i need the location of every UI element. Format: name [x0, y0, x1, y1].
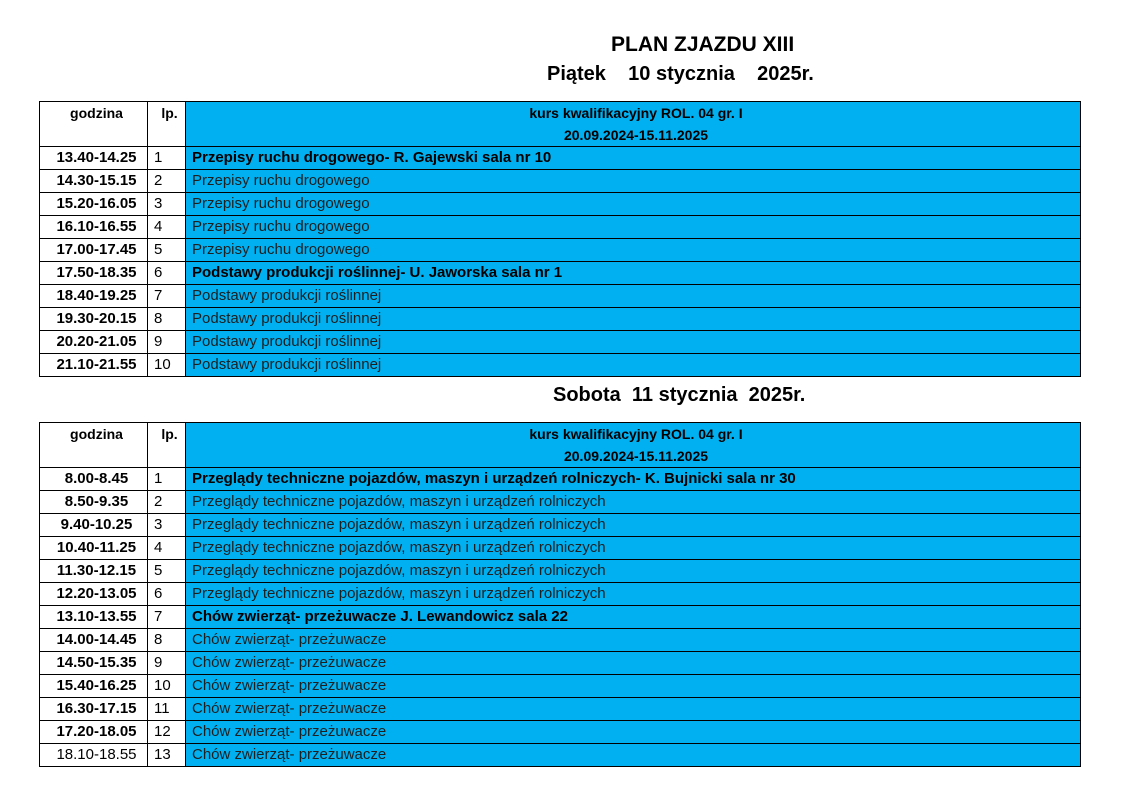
subject-cell: Podstawy produkcji roślinnej — [186, 308, 1081, 331]
subject-cell: Podstawy produkcji roślinnej- U. Jaworska sala nr 1 — [186, 262, 1081, 285]
time-cell: 10.40-11.25 — [40, 537, 148, 560]
lp-cell: 4 — [148, 537, 186, 560]
header-time: godzina — [40, 423, 148, 468]
table-row — [40, 239, 1081, 262]
lp-cell: 1 — [148, 147, 186, 170]
lp-cell: 9 — [148, 331, 186, 354]
lp-cell: 5 — [148, 239, 186, 262]
time-cell: 13.10-13.55 — [40, 606, 148, 629]
subject-cell: Chów zwierząt- przeżuwacze — [186, 721, 1081, 744]
subject-cell: Podstawy produkcji roślinnej — [186, 331, 1081, 354]
subject-cell: Przepisy ruchu drogowego — [186, 170, 1081, 193]
table-row — [40, 491, 1081, 514]
lp-cell: 8 — [148, 629, 186, 652]
table-row — [40, 629, 1081, 652]
time-cell: 14.30-15.15 — [40, 170, 148, 193]
lp-cell: 9 — [148, 652, 186, 675]
subject-cell: Przeglądy techniczne pojazdów, maszyn i urządzeń rolniczych — [186, 514, 1081, 537]
table-row — [40, 308, 1081, 331]
subject-cell: Przepisy ruchu drogowego — [186, 193, 1081, 216]
subject-cell: Chów zwierząt- przeżuwacze — [186, 698, 1081, 721]
subject-cell: Przepisy ruchu drogowego- R. Gajewski sala nr 10 — [186, 147, 1081, 170]
day1-schedule-table — [39, 101, 1081, 377]
table-row — [40, 652, 1081, 675]
time-cell: 21.10-21.55 — [40, 354, 148, 377]
time-cell: 8.50-9.35 — [40, 491, 148, 514]
lp-cell: 6 — [148, 262, 186, 285]
time-cell: 17.00-17.45 — [40, 239, 148, 262]
subject-cell: Przeglądy techniczne pojazdów, maszyn i urządzeń rolniczych — [186, 583, 1081, 606]
table-row — [40, 583, 1081, 606]
lp-cell: 11 — [148, 698, 186, 721]
lp-cell: 1 — [148, 468, 186, 491]
time-cell: 14.00-14.45 — [40, 629, 148, 652]
time-cell: 9.40-10.25 — [40, 514, 148, 537]
lp-cell: 7 — [148, 285, 186, 308]
time-cell: 14.50-15.35 — [40, 652, 148, 675]
table-header-row — [40, 423, 1081, 446]
subject-cell: Chów zwierząt- przeżuwacze J. Lewandowicz sala 22 — [186, 606, 1081, 629]
subject-cell: Chów zwierząt- przeżuwacze — [186, 744, 1081, 767]
table-row — [40, 216, 1081, 239]
table-row — [40, 514, 1081, 537]
day2-schedule-table — [39, 422, 1081, 767]
subject-cell: Chów zwierząt- przeżuwacze — [186, 675, 1081, 698]
day1-rows — [40, 147, 1081, 377]
time-cell: 17.20-18.05 — [40, 721, 148, 744]
time-cell: 18.10-18.55 — [40, 744, 148, 767]
subject-cell: Podstawy produkcji roślinnej — [186, 285, 1081, 308]
lp-cell: 6 — [148, 583, 186, 606]
header-time: godzina — [40, 102, 148, 147]
lp-cell: 2 — [148, 170, 186, 193]
table-row — [40, 170, 1081, 193]
subject-cell: Podstawy produkcji roślinnej — [186, 354, 1081, 377]
day2-heading: Sobota 11 stycznia 2025r. — [553, 384, 806, 406]
header-course-dates: 20.09.2024-15.11.2025 — [186, 124, 1081, 147]
time-cell: 19.30-20.15 — [40, 308, 148, 331]
subject-cell: Przeglądy techniczne pojazdów, maszyn i urządzeń rolniczych — [186, 537, 1081, 560]
header-course-dates: 20.09.2024-15.11.2025 — [186, 445, 1081, 468]
day1-heading: Piątek 10 stycznia 2025r. — [547, 63, 814, 85]
lp-cell: 10 — [148, 675, 186, 698]
table-row — [40, 698, 1081, 721]
header-lp: lp. — [148, 102, 186, 147]
time-cell: 12.20-13.05 — [40, 583, 148, 606]
header-course-name: kurs kwalifikacyjny ROL. 04 gr. I — [186, 423, 1081, 446]
table-row — [40, 606, 1081, 629]
subject-cell: Chów zwierząt- przeżuwacze — [186, 629, 1081, 652]
table-row — [40, 468, 1081, 491]
time-cell: 8.00-8.45 — [40, 468, 148, 491]
time-cell: 15.40-16.25 — [40, 675, 148, 698]
table-row — [40, 285, 1081, 308]
table-row — [40, 721, 1081, 744]
lp-cell: 3 — [148, 514, 186, 537]
header-course-name: kurs kwalifikacyjny ROL. 04 gr. I — [186, 102, 1081, 125]
header-lp: lp. — [148, 423, 186, 468]
subject-cell: Przeglądy techniczne pojazdów, maszyn i urządzeń rolniczych — [186, 491, 1081, 514]
lp-cell: 8 — [148, 308, 186, 331]
table-row — [40, 193, 1081, 216]
subject-cell: Chów zwierząt- przeżuwacze — [186, 652, 1081, 675]
lp-cell: 7 — [148, 606, 186, 629]
table-row — [40, 147, 1081, 170]
lp-cell: 3 — [148, 193, 186, 216]
time-cell: 13.40-14.25 — [40, 147, 148, 170]
table-row — [40, 354, 1081, 377]
lp-cell: 10 — [148, 354, 186, 377]
table-row — [40, 675, 1081, 698]
subject-cell: Przepisy ruchu drogowego — [186, 239, 1081, 262]
time-cell: 16.10-16.55 — [40, 216, 148, 239]
lp-cell: 4 — [148, 216, 186, 239]
table-row — [40, 537, 1081, 560]
lp-cell: 12 — [148, 721, 186, 744]
time-cell: 11.30-12.15 — [40, 560, 148, 583]
time-cell: 18.40-19.25 — [40, 285, 148, 308]
subject-cell: Przeglądy techniczne pojazdów, maszyn i urządzeń rolniczych — [186, 560, 1081, 583]
time-cell: 16.30-17.15 — [40, 698, 148, 721]
time-cell: 15.20-16.05 — [40, 193, 148, 216]
lp-cell: 13 — [148, 744, 186, 767]
table-header-row — [40, 102, 1081, 125]
lp-cell: 5 — [148, 560, 186, 583]
table-row — [40, 331, 1081, 354]
subject-cell: Przepisy ruchu drogowego — [186, 216, 1081, 239]
time-cell: 20.20-21.05 — [40, 331, 148, 354]
day2-rows — [40, 468, 1081, 767]
table-row — [40, 262, 1081, 285]
time-cell: 17.50-18.35 — [40, 262, 148, 285]
page-title: PLAN ZJAZDU XIII — [611, 33, 795, 56]
table-row — [40, 560, 1081, 583]
table-row — [40, 744, 1081, 767]
lp-cell: 2 — [148, 491, 186, 514]
subject-cell: Przeglądy techniczne pojazdów, maszyn i urządzeń rolniczych- K. Bujnicki sala nr 30 — [186, 468, 1081, 491]
